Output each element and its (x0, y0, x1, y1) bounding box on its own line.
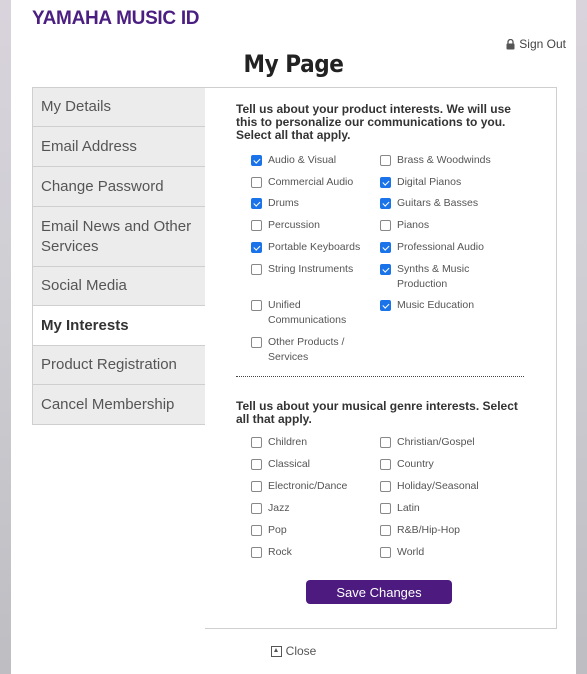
sidebar-item-email-news[interactable] (33, 207, 206, 267)
option-label: Holiday/Seasonal (397, 480, 479, 492)
checkbox[interactable] (251, 503, 262, 514)
checkbox[interactable] (251, 481, 262, 492)
checkbox-option[interactable] (251, 262, 371, 277)
checkbox-option[interactable] (251, 298, 361, 328)
option-label: World (397, 546, 425, 558)
option-label: R&B/Hip-Hop (397, 524, 461, 536)
option-label: Classical (268, 458, 311, 470)
checkbox-option[interactable] (251, 240, 371, 255)
option-label: Rock (268, 546, 292, 558)
sidebar-item-label: Social Media (41, 277, 127, 294)
checkbox-option[interactable] (251, 457, 371, 472)
checkbox[interactable] (251, 337, 262, 348)
checkbox-option[interactable] (251, 435, 371, 450)
checkbox-option[interactable] (251, 479, 371, 494)
checkbox[interactable] (380, 198, 391, 209)
sidebar-item-label: Email News and Other Services (41, 217, 192, 255)
checkbox-option[interactable] (380, 501, 510, 516)
my-page-modal (11, 0, 576, 674)
checkbox[interactable] (380, 220, 391, 231)
sidebar-item-my-interests[interactable] (33, 306, 206, 346)
option-label: Audio & Visual (268, 154, 337, 166)
interests-panel (205, 87, 557, 629)
option-label: Synths & Music Production (397, 263, 470, 290)
checkbox-option[interactable] (380, 262, 480, 292)
sidebar-item-label: My Interests (41, 316, 129, 334)
option-label: Digital Pianos (397, 176, 462, 188)
option-label: Percussion (268, 219, 320, 231)
sidebar-item-social-media[interactable] (33, 267, 206, 306)
section-divider (236, 376, 524, 377)
checkbox-option[interactable] (380, 479, 510, 494)
genre-interests-question: Tell us about your musical genre interests. Select all that apply. (236, 399, 518, 426)
option-label: Children (268, 436, 308, 448)
product-interests-question: Tell us about your product interests. We will use this to personalize our communications to you. Select all that apply. (236, 102, 511, 142)
option-label: Drums (268, 197, 299, 209)
checkbox-option[interactable] (380, 153, 500, 168)
close-link[interactable] (11, 644, 576, 658)
checkbox[interactable] (380, 177, 391, 188)
checkbox[interactable] (380, 242, 391, 253)
checkbox-option[interactable] (251, 196, 371, 211)
checkbox-option[interactable] (380, 298, 500, 313)
checkbox[interactable] (380, 503, 391, 514)
checkbox-option[interactable] (251, 335, 351, 365)
option-label: Unified Communications (268, 299, 347, 326)
checkbox[interactable] (251, 525, 262, 536)
lock-icon (506, 39, 515, 50)
close-icon (271, 646, 282, 657)
sidebar-item-label: Change Password (41, 177, 164, 195)
checkbox-option[interactable] (380, 218, 500, 233)
brand-logo: YAMAHA MUSIC ID (32, 8, 200, 29)
checkbox-option[interactable] (251, 545, 371, 560)
checkbox[interactable] (251, 198, 262, 209)
sidebar-item-label: Product Registration (41, 356, 177, 373)
checkbox[interactable] (251, 437, 262, 448)
checkbox[interactable] (380, 547, 391, 558)
checkbox-option[interactable] (380, 545, 510, 560)
sidebar-item-label: My Details (41, 98, 112, 115)
sidebar-item-product-registration[interactable] (33, 346, 206, 385)
option-label: Commercial Audio (268, 176, 354, 188)
checkbox[interactable] (380, 525, 391, 536)
option-label: Portable Keyboards (268, 241, 361, 253)
checkbox[interactable] (251, 300, 262, 311)
sidebar-item-label: Email Address (41, 137, 137, 155)
option-label: Electronic/Dance (268, 480, 348, 492)
checkbox-option[interactable] (251, 501, 371, 516)
checkbox[interactable] (251, 177, 262, 188)
checkbox[interactable] (251, 264, 262, 275)
checkbox-option[interactable] (251, 175, 371, 190)
option-label: Guitars & Basses (397, 197, 479, 209)
checkbox-option[interactable] (380, 457, 510, 472)
option-label: Christian/Gospel (397, 436, 475, 448)
checkbox-option[interactable] (251, 218, 371, 233)
checkbox-option[interactable] (380, 196, 500, 211)
checkbox[interactable] (380, 155, 391, 166)
sidebar-item-my-details[interactable] (33, 88, 206, 127)
sidebar-item-cancel-membership[interactable] (33, 385, 206, 424)
option-label: Jazz (268, 502, 290, 514)
checkbox[interactable] (251, 220, 262, 231)
sidebar-item-change-password[interactable] (33, 167, 206, 207)
option-label: Pop (268, 524, 287, 536)
sidebar-item-label: Cancel Membership (41, 395, 175, 413)
checkbox[interactable] (380, 459, 391, 470)
option-label: Music Education (397, 299, 475, 311)
checkbox-option[interactable] (251, 523, 371, 538)
page-title: My Page (243, 50, 344, 78)
sidebar-nav (32, 87, 207, 425)
checkbox[interactable] (380, 481, 391, 492)
option-label: Country (397, 458, 434, 470)
checkbox[interactable] (251, 242, 262, 253)
checkbox-option[interactable] (380, 240, 500, 255)
save-changes-button[interactable]: Save Changes (306, 580, 452, 604)
checkbox-option[interactable] (380, 523, 510, 538)
checkbox-option[interactable] (380, 435, 510, 450)
checkbox-option[interactable] (380, 175, 500, 190)
close-label: Close (285, 644, 317, 658)
option-label: Brass & Woodwinds (397, 154, 491, 166)
option-label: Professional Audio (397, 241, 484, 253)
option-label: Latin (397, 502, 420, 514)
option-label: String Instruments (268, 263, 354, 275)
sign-out-label: Sign Out (519, 37, 566, 51)
checkbox[interactable] (380, 300, 391, 311)
sign-out-link[interactable] (506, 37, 566, 51)
checkbox[interactable] (251, 155, 262, 166)
checkbox[interactable] (251, 459, 262, 470)
checkbox[interactable] (380, 437, 391, 448)
option-label: Pianos (397, 219, 430, 231)
checkbox[interactable] (251, 547, 262, 558)
option-label: Other Products / Services (268, 336, 345, 363)
sidebar-item-email-address[interactable] (33, 127, 206, 167)
checkbox-option[interactable] (251, 153, 371, 168)
checkbox[interactable] (380, 264, 391, 275)
